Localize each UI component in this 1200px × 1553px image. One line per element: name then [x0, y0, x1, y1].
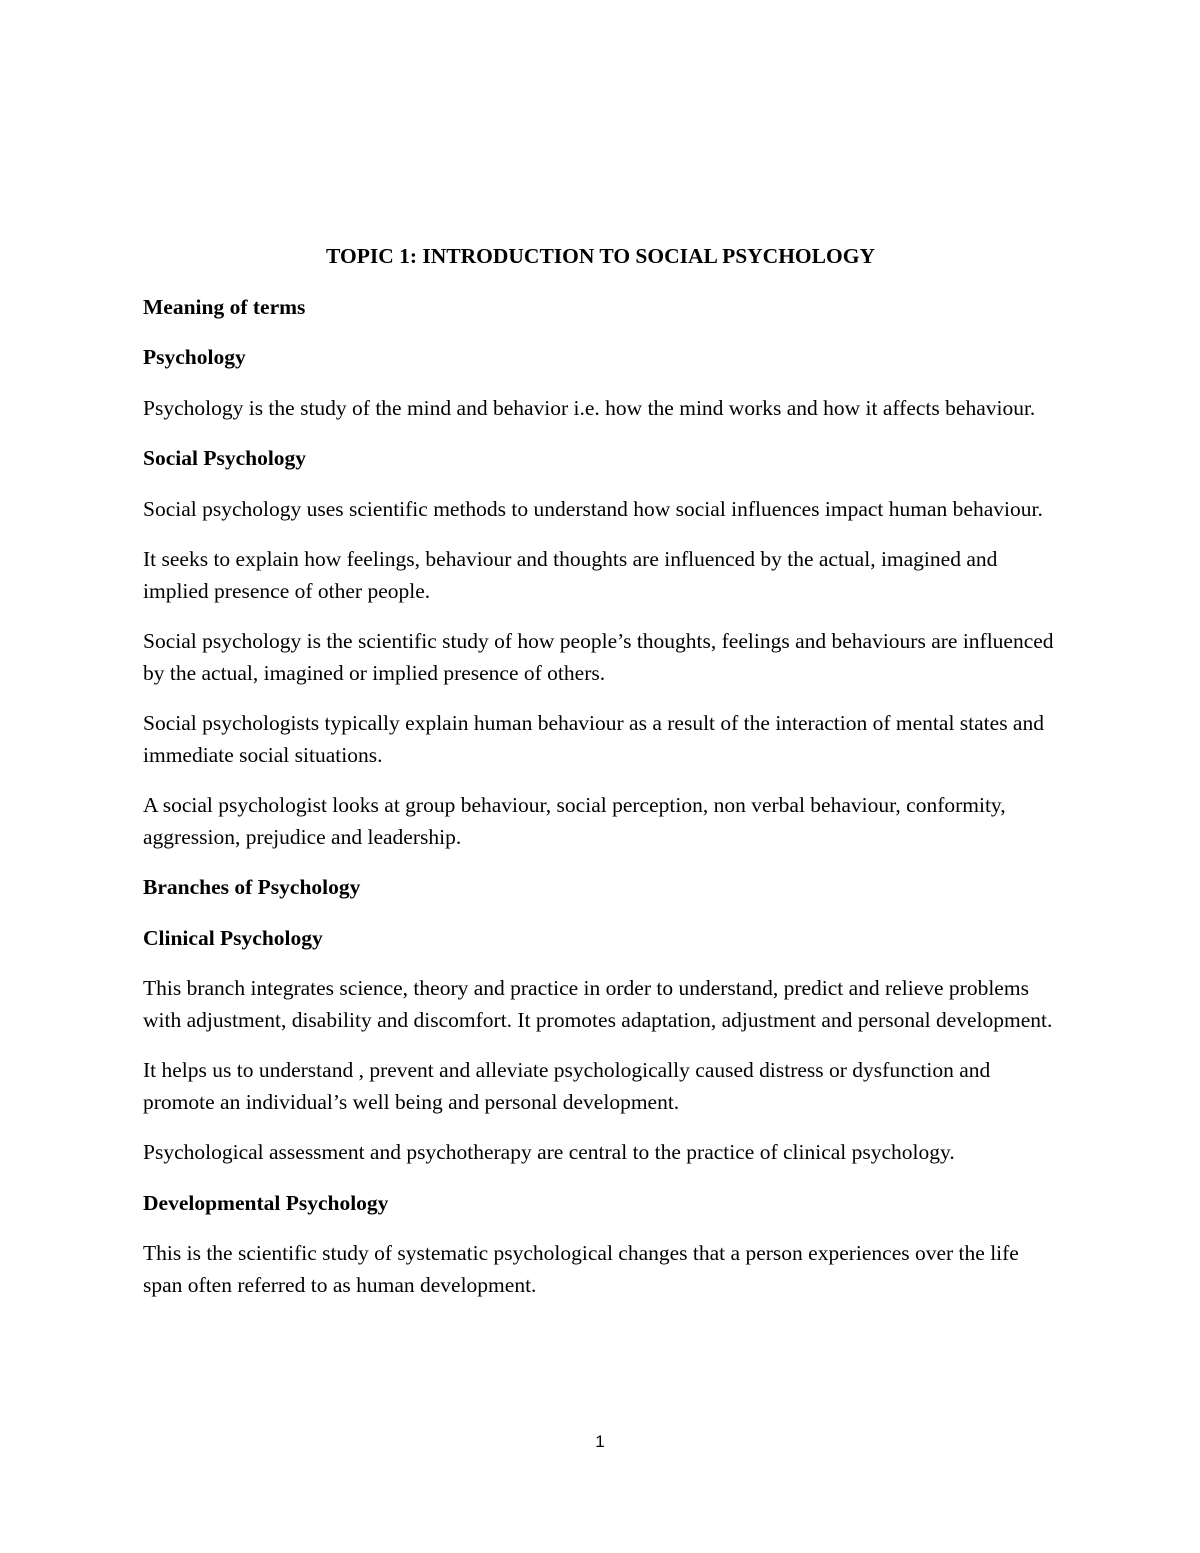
page-number: 1 [595, 1432, 605, 1451]
paragraph-social-psychology-definition: Social psychology is the scientific study of how people’s thoughts, feelings and behaviours are influenced by the actual, imagined or implied presence of others. [143, 629, 1054, 685]
paragraph-developmental-definition: This is the scientific study of systematic psychological changes that a person experiences over the life span often referred to as human development. [143, 1241, 1019, 1297]
heading-psychology: Psychology [143, 345, 246, 369]
paragraph-social-psychology-methods: Social psychology uses scientific methods to understand how social influences impact human behaviour. [143, 496, 1043, 521]
heading-developmental-psychology: Developmental Psychology [143, 1190, 389, 1215]
document-title: TOPIC 1: INTRODUCTION TO SOCIAL PSYCHOLOGY [326, 244, 875, 268]
paragraph-social-psychologist-scope: A social psychologist looks at group behaviour, social perception, non verbal behaviour, conformity, aggression, prejudice and leadership. [143, 793, 1006, 849]
paragraph-clinical-assessment: Psychological assessment and psychotherapy are central to the practice of clinical psychology. [143, 1140, 955, 1164]
paragraph-clinical-integration: This branch integrates science, theory and practice in order to understand, predict and relieve problems with adjustment, disability and discomfort. It promotes adaptation, adjustment and personal development. [143, 976, 1053, 1032]
paragraph-social-psychologists: Social psychologists typically explain human behaviour as a result of the interaction of mental states and immediate social situations. [143, 711, 1044, 767]
heading-meaning-of-terms: Meaning of terms [143, 294, 306, 319]
heading-social-psychology: Social Psychology [143, 446, 307, 470]
document-body [143, 241, 1058, 1320]
heading-clinical-psychology: Clinical Psychology [143, 925, 323, 950]
paragraph-social-psychology-explain: It seeks to explain how feelings, behaviour and thoughts are influenced by the actual, imagined and implied presence of other people. [143, 547, 998, 603]
paragraph-clinical-help: It helps us to understand , prevent and alleviate psychologically caused distress or dysfunction and promote an individual’s well being and personal development. [143, 1058, 991, 1114]
heading-branches-of-psychology: Branches of Psychology [143, 875, 361, 899]
paragraph-psychology-definition: Psychology is the study of the mind and behavior i.e. how the mind works and how it affects behaviour. [143, 395, 1036, 420]
